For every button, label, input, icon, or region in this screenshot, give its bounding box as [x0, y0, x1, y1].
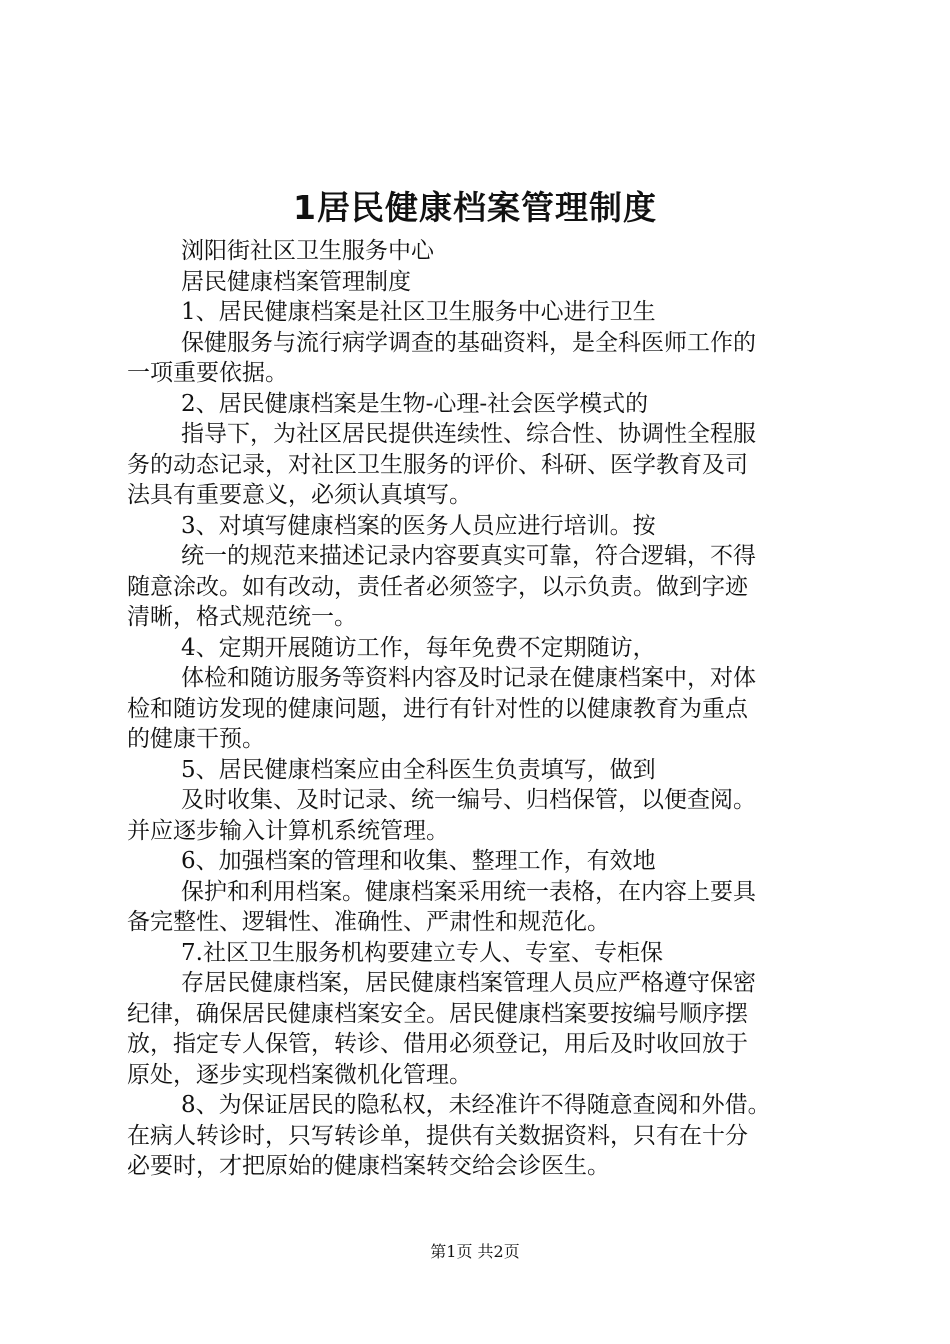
text-line: 必要时，才把原始的健康档案转交给会诊医生。 — [127, 1153, 610, 1179]
text-line: 在病人转诊时，只写转诊单，提供有关数据资料，只有在十分 — [127, 1122, 748, 1149]
text-line: 指导下，为社区居民提供连续性、综合性、协调性全程服 — [181, 421, 756, 447]
text-line: 5、居民健康档案应由全科医生负责填写，做到 — [181, 756, 656, 783]
text-line: 法具有重要意义，必须认真填写。 — [127, 482, 472, 508]
text-line: 8、为保证居民的隐私权，未经准许不得随意查阅和外借。 — [181, 1092, 771, 1118]
text-line: 1、居民健康档案是社区卫生服务中心进行卫生 — [181, 299, 656, 325]
document-body — [127, 236, 833, 1182]
page-footer: 第1页 共2页 — [430, 1242, 520, 1261]
text-line: 3、对填写健康档案的医务人员应进行培训。按 — [181, 512, 656, 539]
text-line: 2、居民健康档案是生物-心理-社会医学模式的 — [181, 390, 649, 417]
text-line: 纪律，确保居民健康档案安全。居民健康档案要按编号顺序摆 — [127, 1000, 748, 1027]
text-line: 的健康干预。 — [127, 726, 265, 752]
text-line: 存居民健康档案，居民健康档案管理人员应严格遵守保密 — [181, 970, 756, 996]
text-line: 统一的规范来描述记录内容要真实可靠，符合逻辑，不得 — [181, 543, 756, 569]
text-line: 居民健康档案管理制度 — [181, 268, 411, 295]
text-line: 及时收集、及时记录、统一编号、归档保管，以便查阅。 — [181, 787, 756, 813]
text-line: 一项重要依据。 — [127, 360, 288, 386]
text-line: 备完整性、逻辑性、准确性、严肃性和规范化。 — [127, 909, 610, 935]
text-line: 浏阳街社区卫生服务中心 — [181, 238, 434, 264]
text-line: 并应逐步输入计算机系统管理。 — [127, 817, 449, 844]
text-line: 4、定期开展随访工作，每年免费不定期随访， — [181, 634, 656, 661]
text-line: 随意涂改。如有改动，责任者必须签字，以示负责。做到字迹 — [127, 573, 748, 600]
text-line: 放，指定专人保管，转诊、借用必须登记，用后及时收回放于 — [127, 1031, 748, 1057]
text-line: 原处，逐步实现档案微机化管理。 — [127, 1061, 472, 1088]
text-line: 体检和随访服务等资料内容及时记录在健康档案中，对体 — [181, 665, 756, 691]
text-line: 保健服务与流行病学调查的基础资料，是全科医师工作的 — [181, 329, 756, 356]
document-title: 1居民健康档案管理制度 — [293, 188, 657, 227]
text-line: 保护和利用档案。健康档案采用统一表格，在内容上要具 — [181, 878, 756, 905]
text-line: 检和随访发现的健康问题，进行有针对性的以健康教育为重点 — [127, 695, 748, 722]
text-line: 6、加强档案的管理和收集、整理工作，有效地 — [181, 848, 656, 874]
text-line: 务的动态记录，对社区卫生服务的评价、科研、医学教育及司 — [127, 451, 748, 478]
text-line: 7.社区卫生服务机构要建立专人、专室、专柜保 — [181, 939, 663, 966]
text-line: 清晰，格式规范统一。 — [127, 604, 357, 630]
